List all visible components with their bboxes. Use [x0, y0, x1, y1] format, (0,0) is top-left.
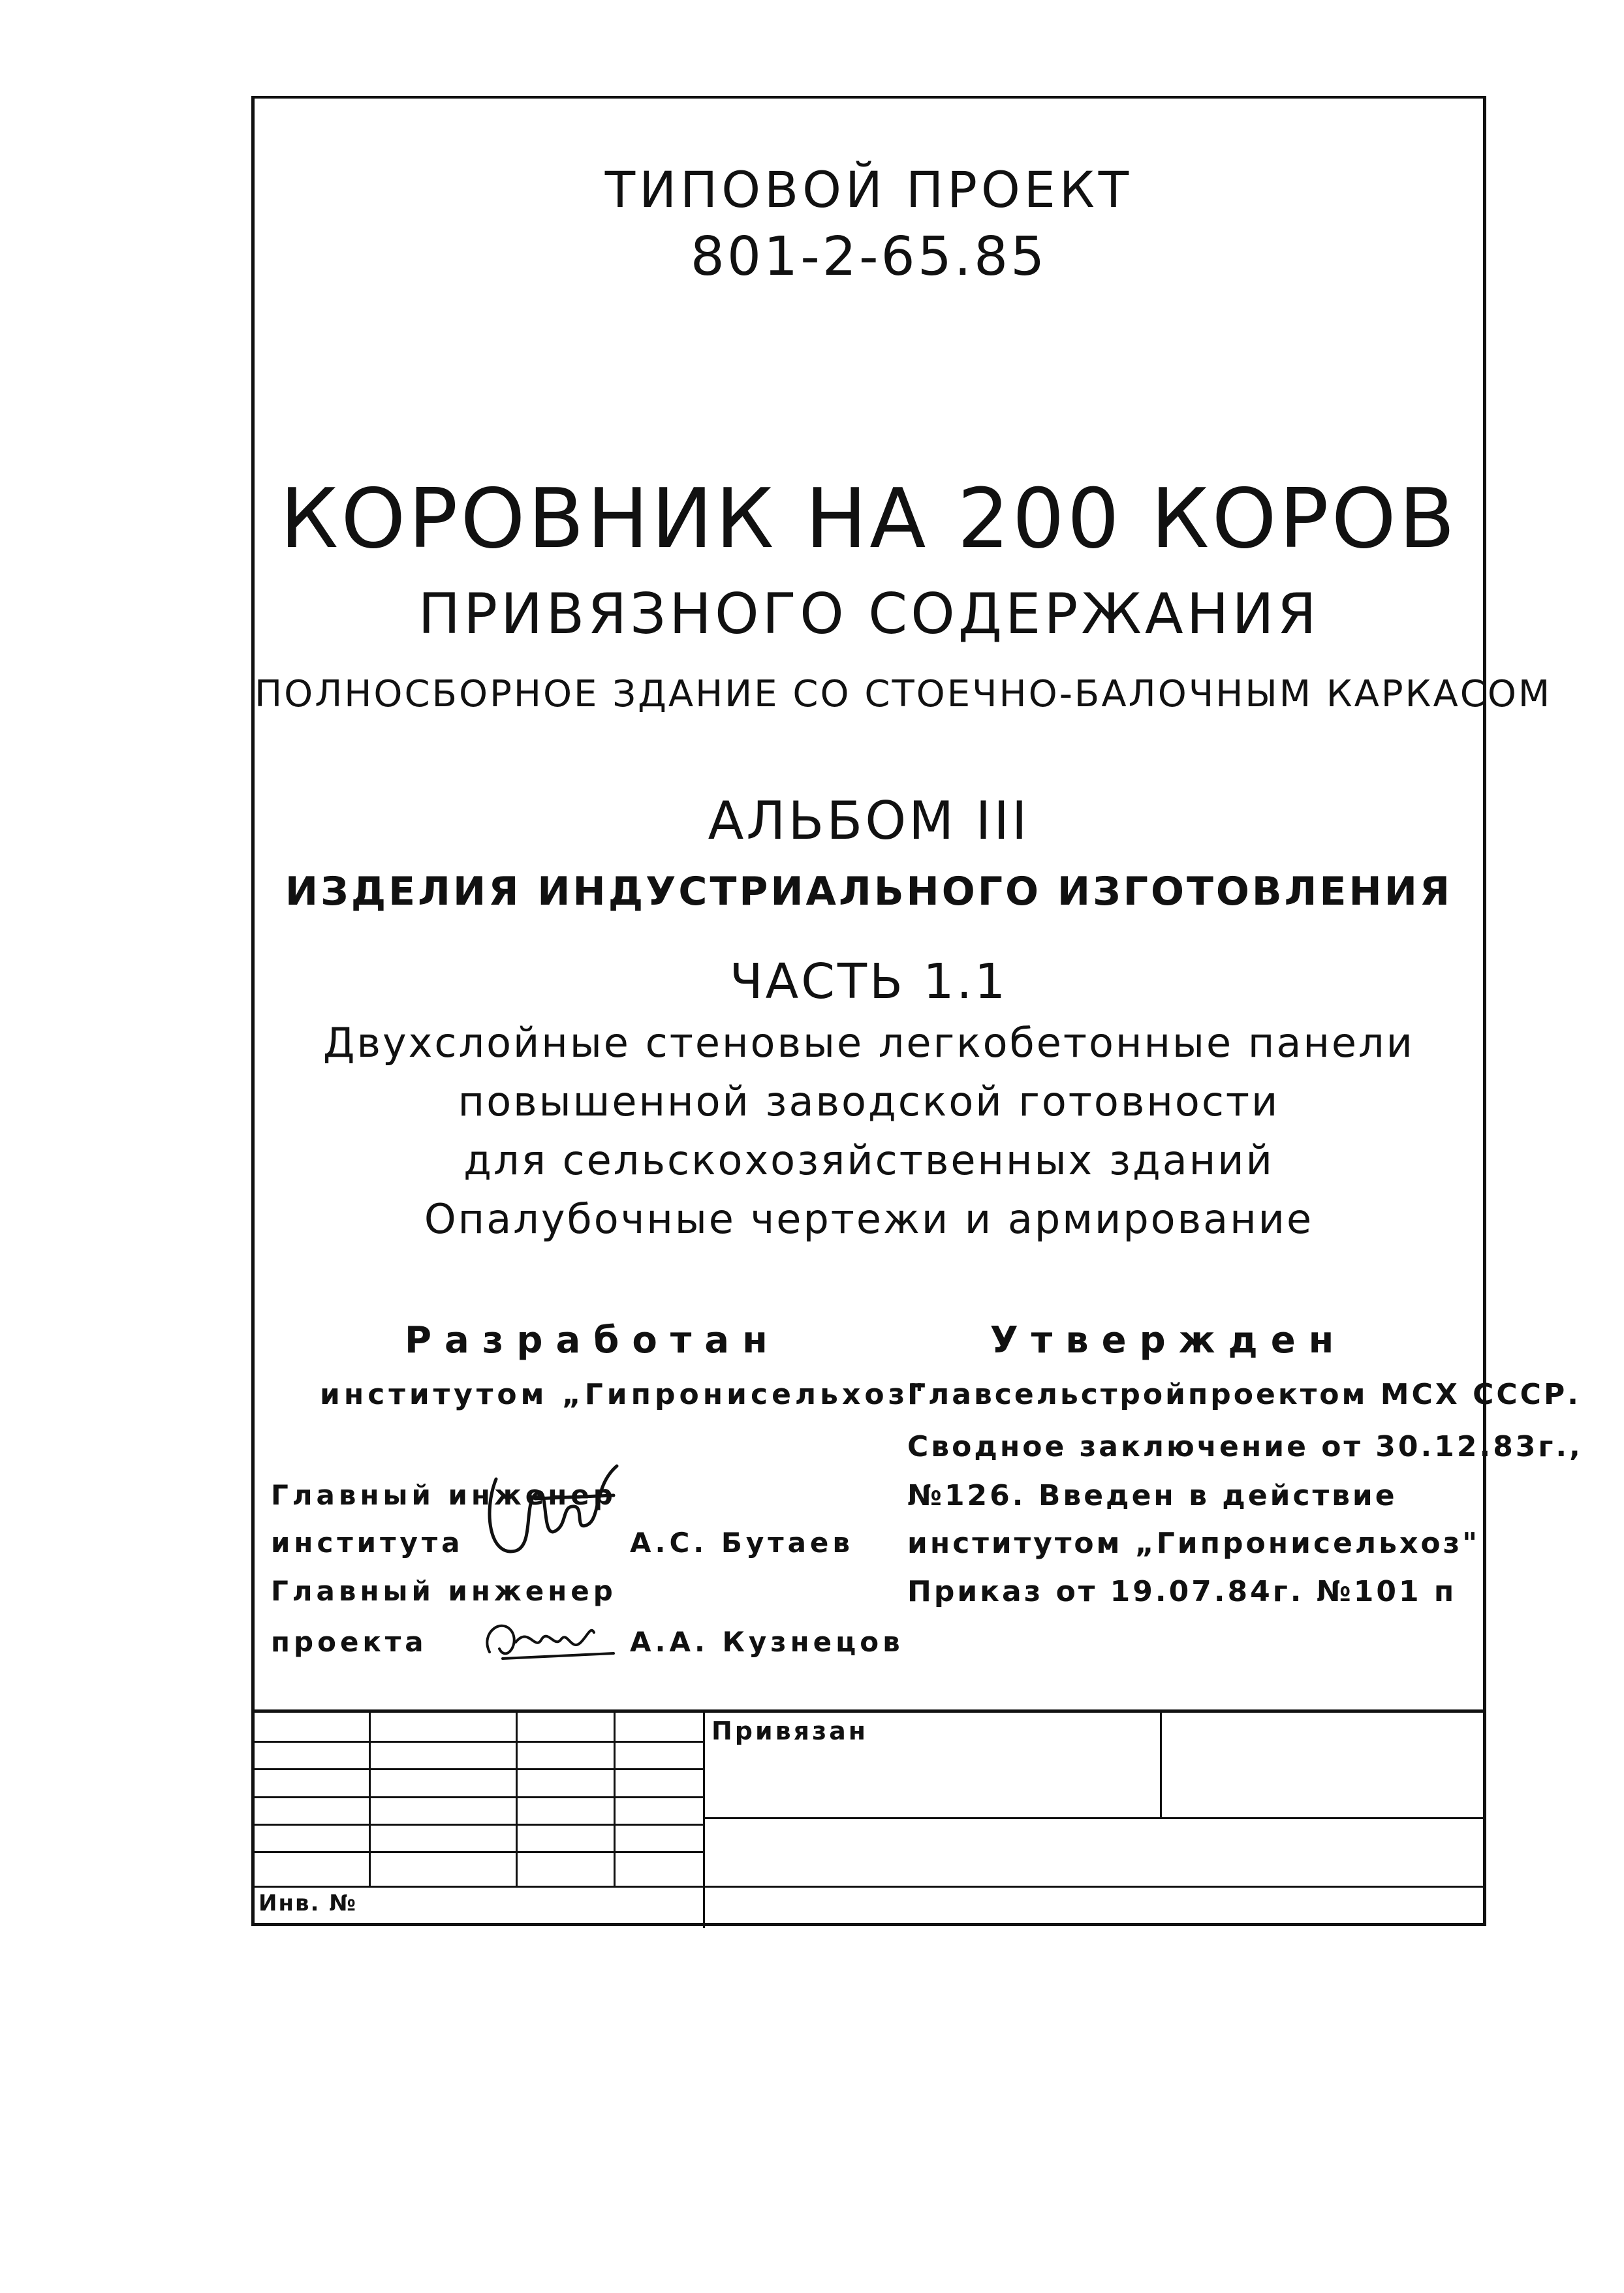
chief-engineer-project-title: Главный инженер — [271, 1575, 617, 1607]
stamp-grid-line — [703, 1817, 1483, 1819]
stamp-grid-line — [369, 1713, 371, 1886]
inventory-number-label: Инв. № — [258, 1890, 358, 1916]
part-description-line: для сельскохозяйственных зданий — [463, 1136, 1274, 1184]
project-number: 801-2-65.85 — [690, 226, 1048, 288]
main-title: КОРОВНИК НА 200 КОРОВ — [279, 471, 1458, 567]
project-label: ТИПОВОЙ ПРОЕКТ — [604, 161, 1133, 219]
album-title: АЛЬБОМ III — [708, 790, 1030, 851]
signature-kuznetsov — [476, 1613, 620, 1672]
stamp-grid-line — [255, 1824, 703, 1826]
stamp-grid-line — [255, 1796, 703, 1798]
developed-heading: Разработан — [405, 1319, 781, 1362]
approved-line: институтом „Гипронисельхоз" — [907, 1527, 1480, 1560]
developed-institute: институтом „Гипронисельхоз" — [320, 1378, 928, 1411]
chief-engineer-project-title-2: проекта — [271, 1626, 428, 1658]
stamp-grid-line — [255, 1741, 703, 1743]
chief-engineer-institute-title-2: института — [271, 1527, 464, 1559]
drawing-sheet-frame — [251, 96, 1583, 1926]
approved-line: Приказ от 19.07.84г. №101 п — [907, 1575, 1457, 1608]
part-description-line: Двухслойные стеновые легкобетонные панели — [323, 1019, 1414, 1067]
chief-engineer-institute-name: А.С. Бутаев — [630, 1527, 854, 1559]
approved-line: Главсельстройпроектом МСХ СССР. — [907, 1378, 1581, 1411]
part-title: ЧАСТЬ 1.1 — [729, 954, 1008, 1010]
approved-line: Сводное заключение от 30.12.83г., — [907, 1430, 1583, 1463]
stamp-grid-line — [1160, 1713, 1162, 1817]
stamp-table — [255, 1709, 1483, 1929]
part-description-line: Опалубочные чертежи и армирование — [424, 1195, 1314, 1243]
stamp-grid-line — [255, 1886, 1483, 1888]
approved-heading: Утвержден — [990, 1319, 1347, 1362]
stamp-grid-line — [614, 1713, 616, 1886]
subtitle-content-type: ПРИВЯЗНОГО СОДЕРЖАНИЯ — [418, 582, 1320, 647]
subtitle-building-type: ПОЛНОСБОРНОЕ ЗДАНИЕ СО СТОЕЧНО-БАЛОЧНЫМ КАРКАСОМ — [255, 673, 1552, 715]
stamp-grid-line — [516, 1713, 518, 1886]
chief-engineer-institute-title: Главный инженер — [271, 1479, 617, 1511]
stamp-grid-line — [255, 1851, 703, 1853]
stamp-grid-line — [255, 1768, 703, 1770]
stamp-attached-label: Привязан — [711, 1717, 869, 1745]
chief-engineer-project-name: А.А. Кузнецов — [630, 1626, 904, 1658]
album-name: ИЗДЕЛИЯ ИНДУСТРИАЛЬНОГО ИЗГОТОВЛЕНИЯ — [285, 869, 1453, 914]
signature-butaev — [476, 1459, 627, 1570]
part-description-line: повышенной заводской готовности — [458, 1078, 1280, 1125]
stamp-grid-line — [703, 1713, 705, 1928]
approved-line: №126. Введен в действие — [907, 1479, 1398, 1512]
